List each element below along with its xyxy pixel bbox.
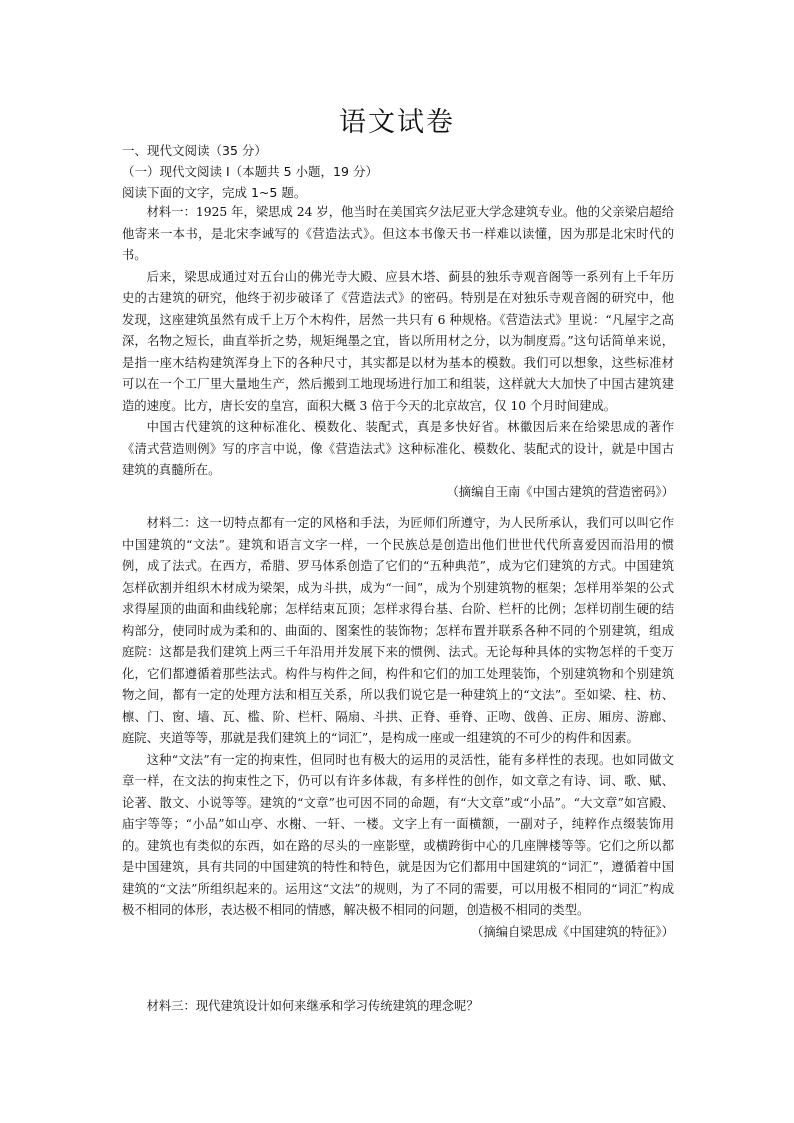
- material-one-source: （摘编自王南《中国古建筑的营造密码》）: [446, 484, 674, 499]
- material-one-paragraph-2: 后来，梁思成通过对五台山的佛光寺大殿、应县木塔、蓟县的独乐寺观音阁等一系列有上千年历史的古建筑的研究，他终于初步破译了《营造法式》的密码。特别是在对独乐寺观音阁的研究中，他发现，这座建筑虽然有成千上万个木构件，居然一共只有 6 种规格。《营造法式》里说：“凡屋宇之高深，名物之短长，曲直举折之势，规矩绳墨之宜，皆以所用材之分，以为制度焉。”这句话简单来说，是指一座木结构建筑浑身上下的各种尺寸，其实都是以材为基本的模数。我们可以想象，这些标准材可以在一个工厂里大量地生产，然后搬到工地现场进行加工和组装，这样就大大加快了中国古建筑建造的速度。比方，唐长安的皇宫，面积大概 3 倍于今天的北京故宫，仅 10 个月时间建成。: [122, 269, 674, 413]
- page-title: 语文试卷: [339, 107, 455, 138]
- material-one-paragraph-3: 中国古代建筑的这种标准化、模数化、装配式，真是多快好省。林徽因后来在给梁思成的著作《清式营造则例》写的序言中说，像《营造法式》这种标准化、模数化、装配式的设计，就是中国古建筑的真髓所在。: [122, 420, 674, 477]
- material-one-block: [122, 202, 674, 503]
- instructions: 阅读下面的文字，完成 1~5 题。: [122, 185, 307, 200]
- material-one-paragraph-1: 材料一：1925 年，梁思成 24 岁，他当时在美国宾夕法尼亚大学念建筑专业。他的父亲梁启超给他寄来一本书，是北宋李诫写的《营造法式》。但这本书像天书一样难以读懂，因为那是北宋时代的书。: [122, 205, 674, 262]
- subsection-heading: （一）现代文阅读 I（本题共 5 小题，19 分）: [122, 164, 378, 179]
- material-two-source: （摘编自梁思成《中国建筑的特征》）: [471, 924, 674, 939]
- section-heading: 一、现代文阅读（35 分）: [122, 143, 267, 158]
- material-two-paragraph-1: 材料二：这一切特点都有一定的风格和手法，为匠师们所遵守，为人民所承认，我们可以叫它作中国建筑的“文法”。建筑和语言文字一样，一个民族总是创造出他们世世代代所喜爱因而沿用的惯例，成了法式。在西方，希腊、罗马体系创造了它们的“五种典范”，成为它们建筑的方式。中国建筑怎样砍割并组织木材成为梁架，成为斗拱，成为“一间”，成为个别建筑物的框架；怎样用举架的公式求得屋顶的曲面和曲线轮廓；怎样结束瓦顶；怎样求得台基、台阶、栏杆的比例；怎样切削生硬的结构部分，使同时成为柔和的、曲面的、图案性的装饰物；怎样布置并联系各种不同的个别建筑，组成庭院：这都是我们建筑上两三千年沿用并发展下来的惯例、法式。无论每种具体的实物怎样的千变万化，它们都遵循着那些法式。构件与构件之间，构件和它们的加工处理装饰，个别建筑物和个别建筑物之间，都有一定的处理方法和相互关系，所以我们说它是一种建筑上的“文法”。至如梁、柱、枋、檩、门、窗、墙、瓦、槛、阶、栏杆、隔扇、斗拱、正脊、垂脊、正吻、戗兽、正房、厢房、游廊、庭院、夹道等等，那就是我们建筑上的“词汇”，是构成一座或一组建筑的不可少的构件和因素。: [122, 516, 674, 745]
- material-two-paragraph-2: 这种“文法”有一定的拘束性，但同时也有极大的运用的灵活性，能有多样性的表现。也如同做文章一样，在文法的拘束性之下，仍可以有许多体裁，有多样性的创作，如文章之有诗、词、歌、赋、论著、散文、小说等等。建筑的“文章”也可因不同的命题，有“大文章”或“小品”。“大文章”如宫殿、庙宇等等；“小品”如山亭、水榭、一轩、一楼。文字上有一面横额，一副对子，纯粹作点缀装饰用的。建筑也有类似的东西，如在路的尽头的一座影壁，或横跨街中心的几座牌楼等等。它们之所以都是中国建筑，具有共同的中国建筑的特性和特色，就是因为它们都用中国建筑的“词汇”，遵循着中国建筑的“文法”所组织起来的。运用这“文法”的规则，为了不同的需要，可以用极不相同的“词汇”构成极不相同的体形，表达极不相同的情感，解决极不相同的问题，创造极不相同的类型。: [122, 752, 674, 917]
- material-two-block: [122, 513, 674, 943]
- material-three-paragraph-1: 材料三：现代建筑设计如何来继承和学习传统建筑的理念呢？: [146, 999, 479, 1013]
